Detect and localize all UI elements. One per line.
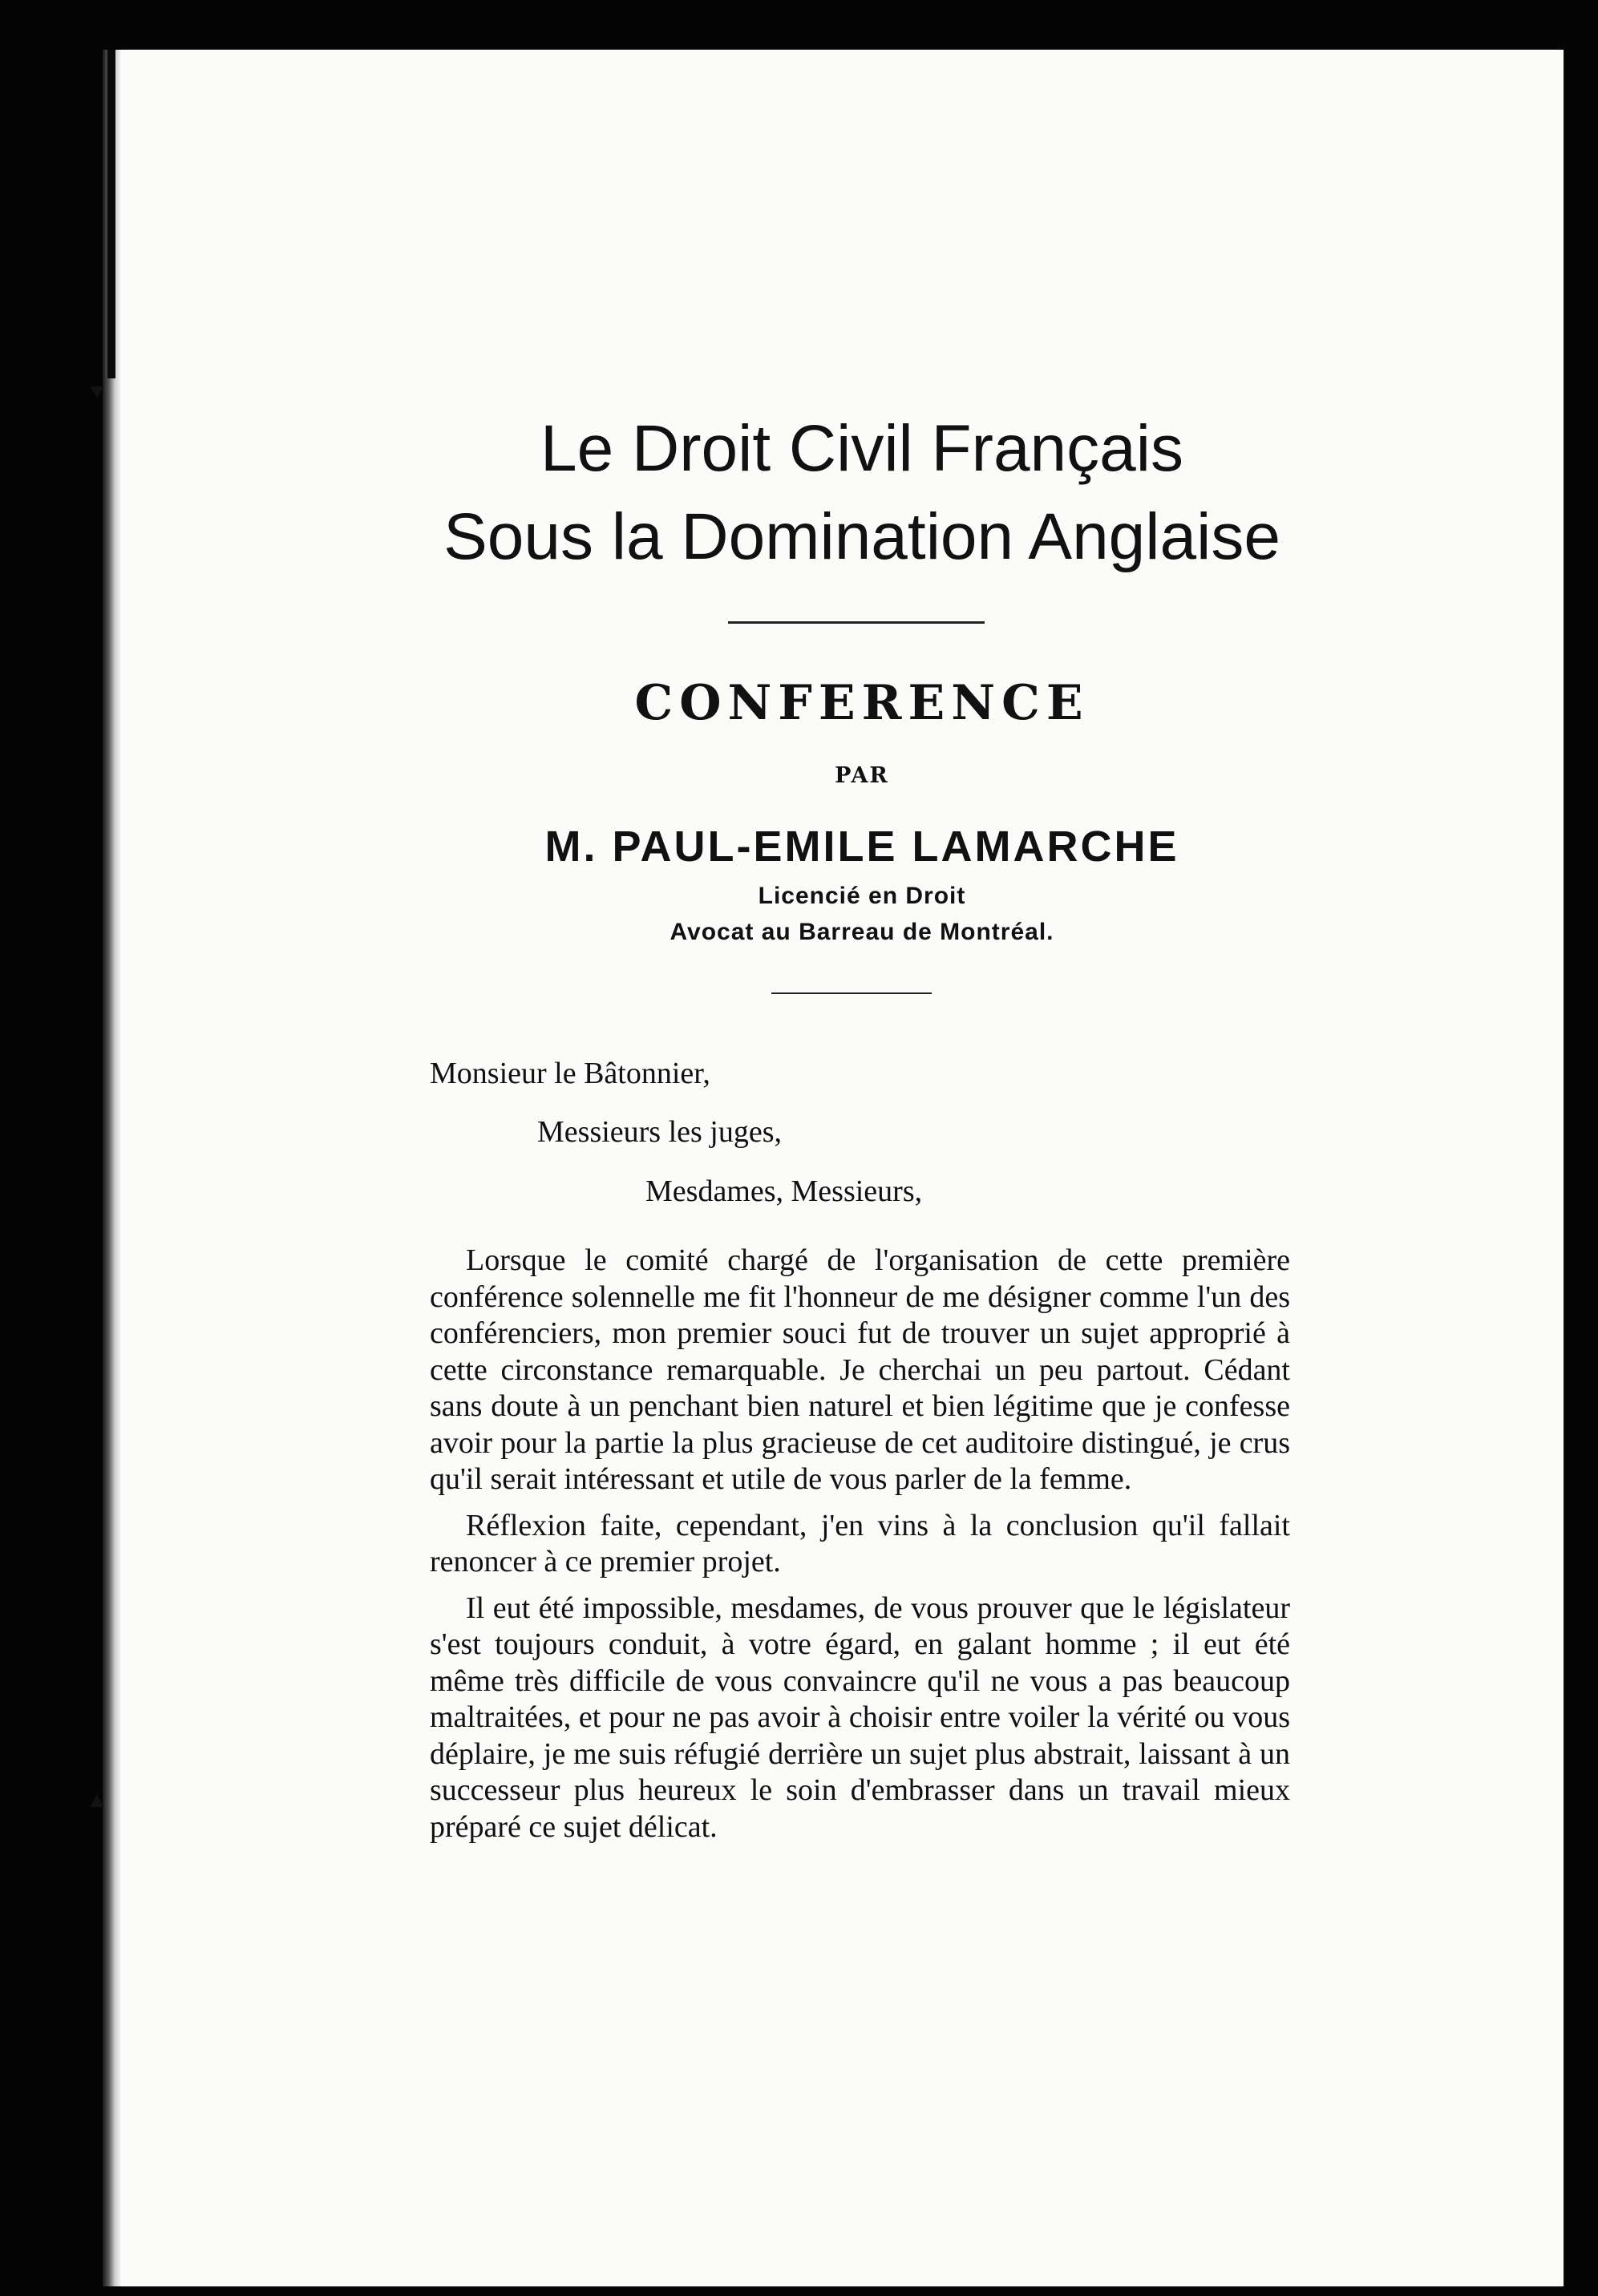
- paragraph-2: Réflexion faite, cependant, j'en vins à la conclusion qu'il fallait renoncer à ce premier projet.: [430, 1508, 1290, 1578]
- page-marker-top: [90, 386, 104, 398]
- salutation-2: Messieurs les juges,: [537, 1115, 783, 1149]
- title-line-1: Le Droit Civil Français: [540, 412, 1183, 485]
- by-label: PAR: [835, 763, 889, 788]
- title-line-2: Sous la Domination Anglaise: [443, 500, 1280, 573]
- document-page: [120, 50, 1564, 2286]
- binding-shadow: [107, 50, 115, 378]
- page-marker-bottom: [90, 1794, 104, 1807]
- document-title: [361, 405, 1363, 581]
- conference-heading: CONFERENCE: [634, 675, 1090, 731]
- author-name: M. PAUL-EMILE LAMARCHE: [544, 823, 1179, 871]
- paragraph-1: Lorsque le comité chargé de l'organisation de cette première conférence solennelle me fit l'honneur de me désigner comme l'un des conférenciers, mon premier souci fut de trouver un sujet approprié à cette circonstance remarquable. Je cherchai un peu partout. Cédant sans doute à un penchant bien naturel et bien légitime que je confesse avoir pour la partie la plus gracieuse de cet auditoire distingué, je crus qu'il serait intéressant et utile de vous parler de la femme.: [430, 1243, 1290, 1496]
- paragraph-3: Il eut été impossible, mesdames, de vous prouver que le législateur s'est toujours conduit, à votre égard, en galant homme ; il eut été même très difficile de vous convaincre qu'il ne vous a pas beaucoup maltraitées, et pour ne pas avoir à choisir entre voiler la vérité ou vous déplaire, je me suis réfugié derrière un sujet plus abstrait, laissant à un successeur plus heureux le soin d'embrasser dans un travail mieux préparé ce sujet délicat.: [430, 1591, 1290, 1844]
- title-divider: [728, 621, 985, 624]
- author-degree: Licencié en Droit: [758, 883, 966, 909]
- salutation-3: Mesdames, Messieurs,: [645, 1174, 923, 1208]
- credentials-divider: [771, 992, 932, 994]
- author-position: Avocat au Barreau de Montréal.: [670, 919, 1054, 945]
- binding-edge: [103, 50, 120, 2286]
- body-text: [430, 1243, 1290, 1855]
- salutation-1: Monsieur le Bâtonnier,: [430, 1057, 710, 1090]
